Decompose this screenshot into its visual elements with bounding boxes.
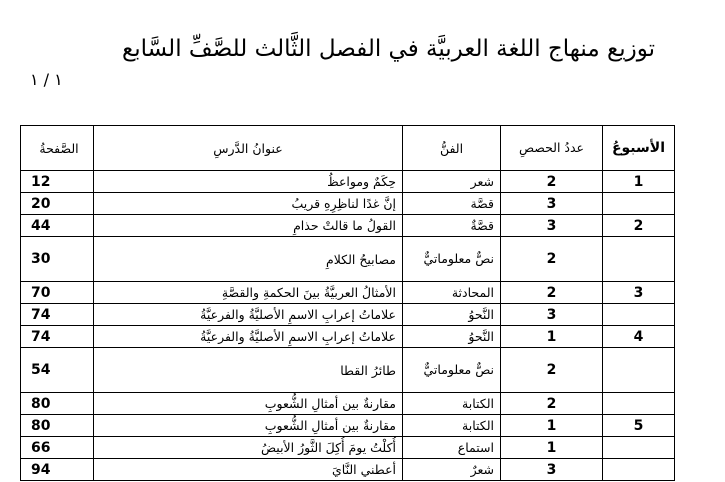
week-cell <box>603 193 675 215</box>
page-indicator: ١ / ١ <box>30 70 63 89</box>
table-row <box>21 237 675 282</box>
page-cell: 80 <box>21 415 94 437</box>
document-title: توزيع منهاج اللغة العربيَّة في الفصل الثَّالث للصَّفِّ السَّابع <box>122 36 655 62</box>
week-cell: 3 <box>603 282 675 304</box>
page-cell: 74 <box>21 326 94 348</box>
count-cell: 2 <box>501 237 603 282</box>
table-row <box>21 282 675 304</box>
lesson-title-cell: القولُ ما قالتْ حذامِ <box>94 215 403 237</box>
art-cell: الكتابة <box>403 415 501 437</box>
week-cell: 1 <box>603 171 675 193</box>
week-cell <box>603 437 675 459</box>
week-cell: 5 <box>603 415 675 437</box>
art-cell: النَّحوُ <box>403 326 501 348</box>
lesson-title-cell: علاماتُ إعرابِ الاسمِ الأصليَّةُ والفرعيَّةُ <box>94 304 403 326</box>
page-cell: 74 <box>21 304 94 326</box>
lesson-title-cell: طائرُ القطا <box>94 348 403 393</box>
page-cell: 12 <box>21 171 94 193</box>
count-cell: 3 <box>501 215 603 237</box>
lesson-title-cell: مصابيحُ الكلامِ <box>94 237 403 282</box>
table-row <box>21 171 675 193</box>
header-art: الفنُّ <box>403 126 501 171</box>
table-row <box>21 193 675 215</box>
week-cell <box>603 237 675 282</box>
week-cell <box>603 348 675 393</box>
count-cell: 1 <box>501 437 603 459</box>
week-cell: 4 <box>603 326 675 348</box>
page-cell: 70 <box>21 282 94 304</box>
header-count: عددُ الحصصِ <box>501 126 603 171</box>
page-cell: 94 <box>21 459 94 481</box>
art-cell: المحادثة <box>403 282 501 304</box>
art-cell: استماع <box>403 437 501 459</box>
week-cell: 2 <box>603 215 675 237</box>
lesson-title-cell: مقارنةٌ بين أمثالِ الشُّعوبِ <box>94 415 403 437</box>
count-cell: 3 <box>501 459 603 481</box>
art-cell: نصٌّ معلوماتيٌّ <box>403 348 501 393</box>
art-cell: نصٌّ معلوماتيٌّ <box>403 237 501 282</box>
lesson-title-cell: حِكَمٌ ومواعظُ <box>94 171 403 193</box>
count-cell: 2 <box>501 171 603 193</box>
header-lesson-title: عنوانُ الدَّرسِ <box>94 126 403 171</box>
table-row <box>21 459 675 481</box>
week-cell <box>603 304 675 326</box>
page-cell: 80 <box>21 393 94 415</box>
art-cell: شعرٌ <box>403 459 501 481</box>
lesson-title-cell: الأمثالُ العربيَّةُ بينَ الحكمةِ والقصَّةِ <box>94 282 403 304</box>
table-row <box>21 215 675 237</box>
count-cell: 2 <box>501 282 603 304</box>
lesson-title-cell: علاماتُ إعرابِ الاسمِ الأصليَّةُ والفرعيَّةُ <box>94 326 403 348</box>
count-cell: 1 <box>501 326 603 348</box>
page-cell: 20 <box>21 193 94 215</box>
week-cell <box>603 459 675 481</box>
table-row <box>21 304 675 326</box>
week-cell <box>603 393 675 415</box>
count-cell: 3 <box>501 304 603 326</box>
lesson-title-cell: مقارنةٌ بين أمثالِ الشُّعوبِ <box>94 393 403 415</box>
art-cell: قصَّة <box>403 193 501 215</box>
art-cell: النَّحوُ <box>403 304 501 326</box>
art-cell: الكتابة <box>403 393 501 415</box>
count-cell: 3 <box>501 193 603 215</box>
table-header-row <box>21 126 675 171</box>
table-row <box>21 437 675 459</box>
table-row <box>21 326 675 348</box>
art-cell: شعر <box>403 171 501 193</box>
page-cell: 44 <box>21 215 94 237</box>
lesson-title-cell: إنَّ غدًا لناظِرِهِ قريبُ <box>94 193 403 215</box>
table-row <box>21 415 675 437</box>
header-week: الأسبوعُ <box>603 126 675 171</box>
table-row <box>21 393 675 415</box>
page-cell: 54 <box>21 348 94 393</box>
count-cell: 2 <box>501 348 603 393</box>
lesson-title-cell: أُكلْتُ يومَ أُكِلَ الثَّورُ الأبيضُ <box>94 437 403 459</box>
header-page: الصَّفحةُ <box>21 126 94 171</box>
page-cell: 30 <box>21 237 94 282</box>
curriculum-table <box>20 125 675 481</box>
count-cell: 2 <box>501 393 603 415</box>
count-cell: 1 <box>501 415 603 437</box>
art-cell: قصَّةٌ <box>403 215 501 237</box>
table-row <box>21 348 675 393</box>
page-cell: 66 <box>21 437 94 459</box>
lesson-title-cell: أعطني النَّايَ <box>94 459 403 481</box>
